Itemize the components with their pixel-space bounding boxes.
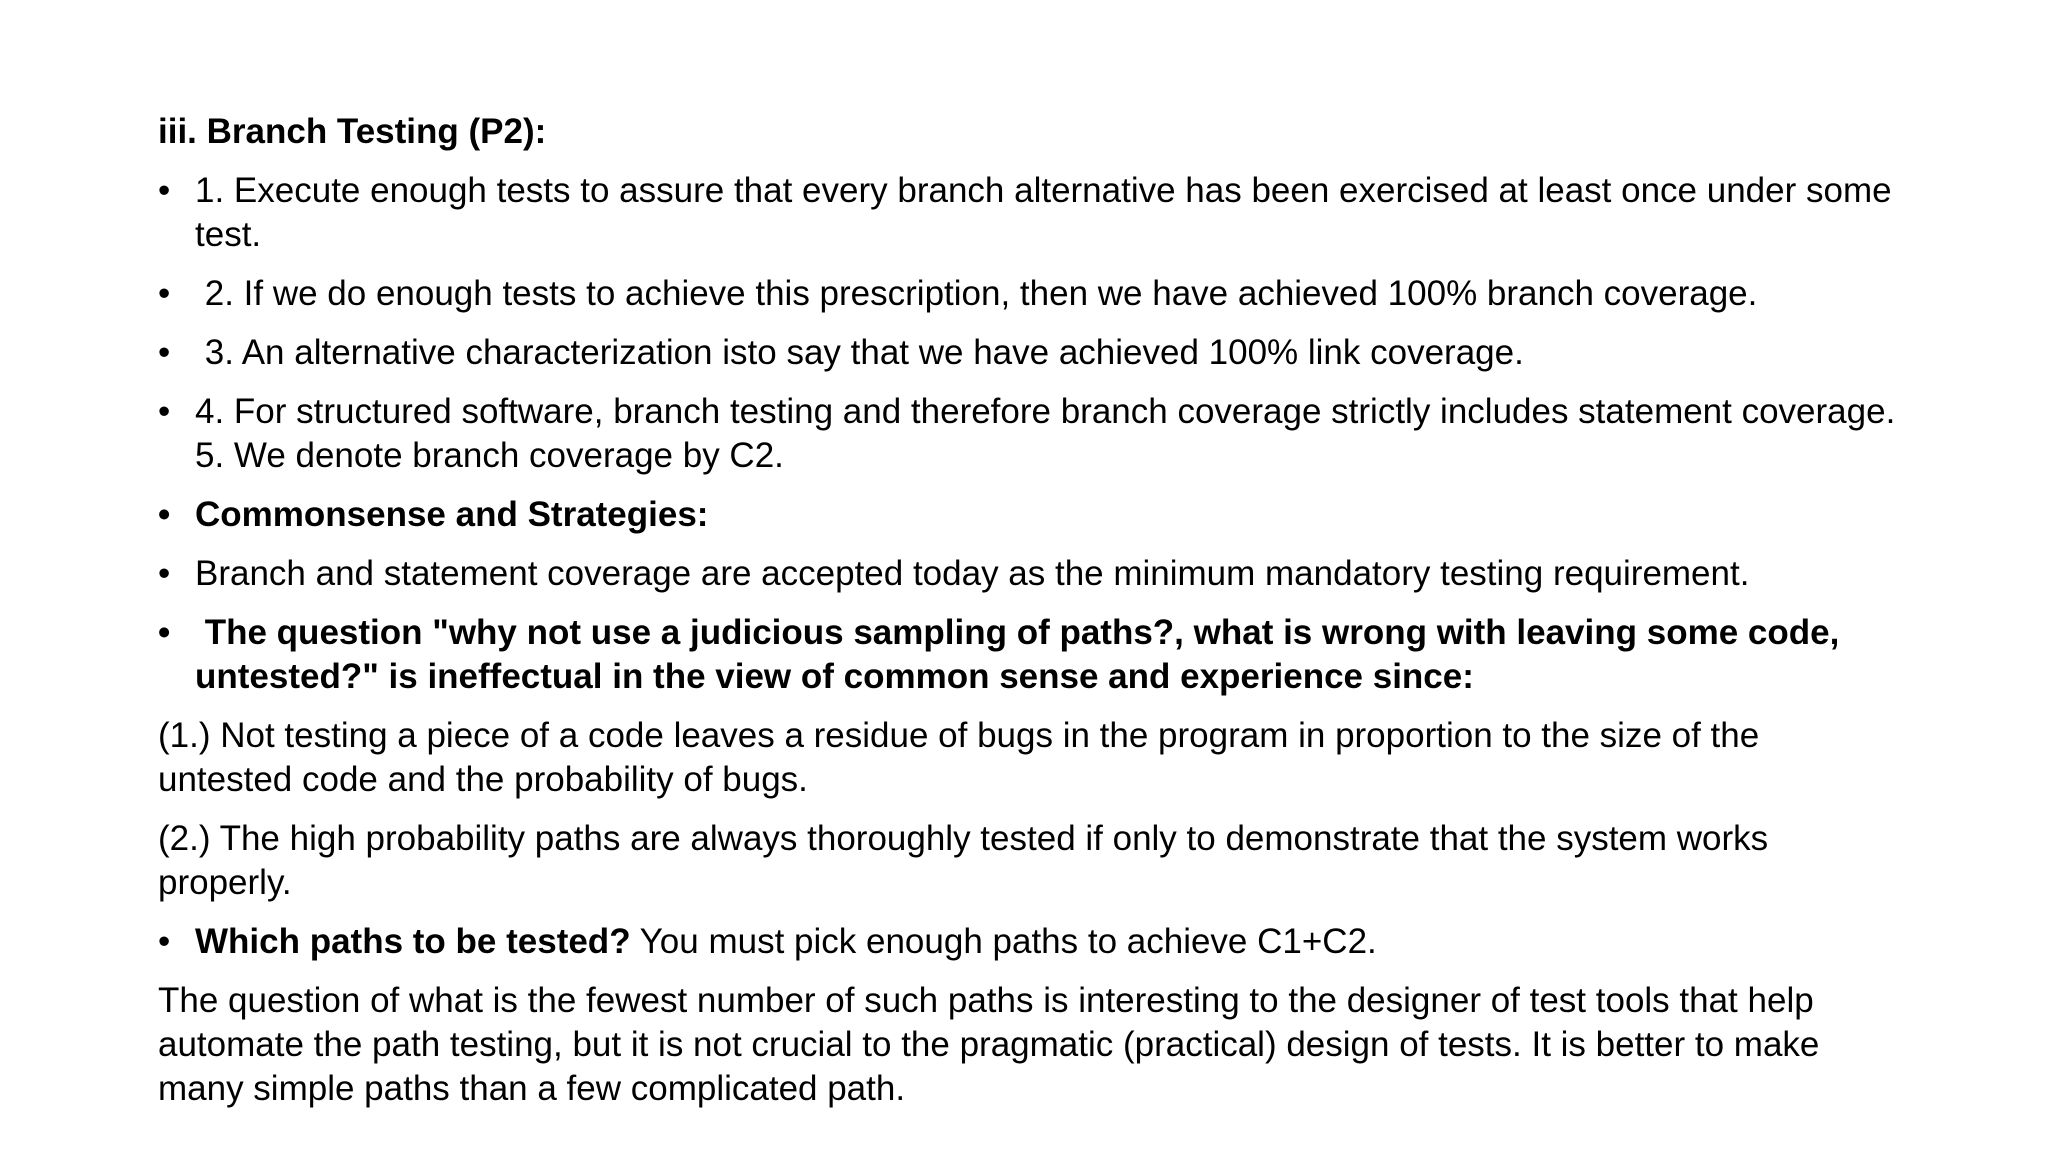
bullet-text: 3. An alternative characterization isto say that we have achieved 100% link coverage. bbox=[195, 333, 1524, 372]
bullet-item bbox=[158, 611, 1898, 699]
bullet-item bbox=[158, 272, 1898, 316]
bullet-text: 2. If we do enough tests to achieve this prescription, then we have achieved 100% branch coverage. bbox=[195, 274, 1758, 313]
bullet-item bbox=[158, 390, 1898, 478]
question-text: The question "why not use a judicious sampling of paths?, what is wrong with leaving some code, untested?" is ineffectual in the view of common sense and experience since: bbox=[195, 613, 1850, 696]
reason-2-text: (2.) The high probability paths are always thoroughly tested if only to demonstrate that the system works properly. bbox=[158, 819, 1769, 902]
bullet-dot: • bbox=[158, 333, 171, 372]
bullet-item bbox=[158, 331, 1898, 375]
bullet-dot: • bbox=[158, 171, 171, 210]
bullet-dot: • bbox=[158, 613, 171, 652]
bullet-dot: • bbox=[158, 495, 171, 534]
bullet-item bbox=[158, 920, 1898, 964]
which-paths-text: You must pick enough paths to achieve C1+C2. bbox=[630, 922, 1377, 961]
bullet-text: 4. For structured software, branch testing and therefore branch coverage strictly includes statement coverage. 5. We denote branch coverage by C2. bbox=[195, 392, 1896, 475]
slide-content bbox=[158, 110, 1898, 1126]
bullet-dot: • bbox=[158, 554, 171, 593]
bullet-dot: • bbox=[158, 922, 171, 961]
bullet-item bbox=[158, 169, 1898, 257]
bullet-dot: • bbox=[158, 392, 171, 431]
minimum-requirement-text: Branch and statement coverage are accepted today as the minimum mandatory testing requirement. bbox=[195, 554, 1750, 593]
bullet-dot: • bbox=[158, 274, 171, 313]
commonsense-heading: Commonsense and Strategies: bbox=[195, 495, 709, 534]
bullet-text: 1. Execute enough tests to assure that every branch alternative has been exercised at least once under some test. bbox=[195, 171, 1892, 254]
closing-text: The question of what is the fewest number of such paths is interesting to the designer of test tools that help automate the path testing, but it is not crucial to the pragmatic (practical) design of tests. It is better to make many simple paths than a few complicated path. bbox=[158, 981, 1820, 1108]
bullet-item bbox=[158, 552, 1898, 596]
reason-1-text: (1.) Not testing a piece of a code leaves a residue of bugs in the program in proportion to the size of the untested code and the probability of bugs. bbox=[158, 716, 1760, 799]
slide-heading: iii. Branch Testing (P2): bbox=[158, 112, 547, 151]
bullet-item bbox=[158, 493, 1898, 537]
which-paths-label: Which paths to be tested? bbox=[195, 922, 631, 961]
